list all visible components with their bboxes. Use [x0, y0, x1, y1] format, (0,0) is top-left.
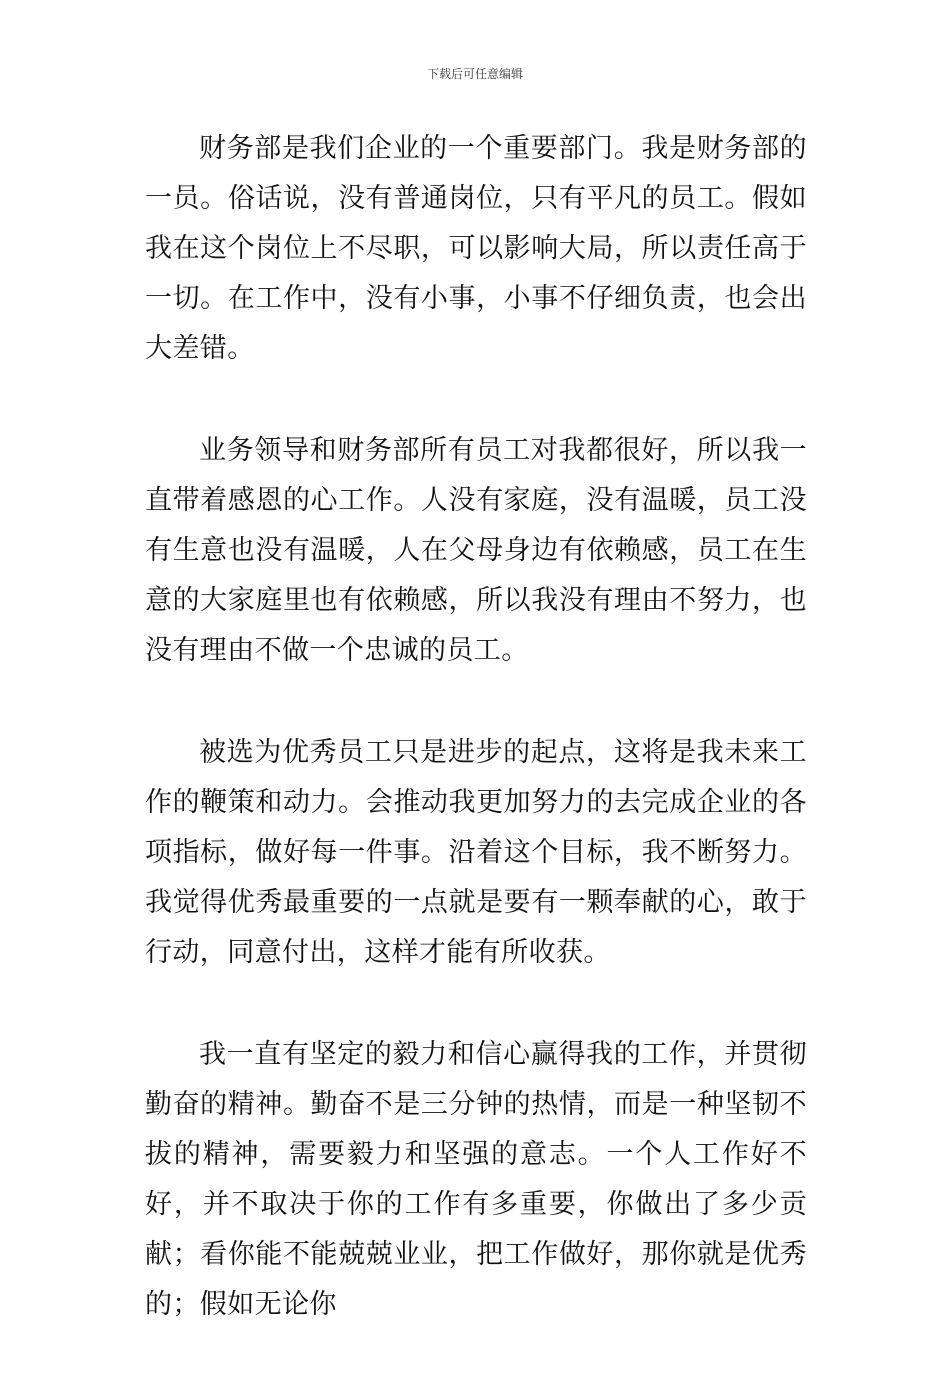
document-body	[145, 124, 807, 1382]
paragraph-2: 业务领导和财务部所有员工对我都很好，所以我一直带着感恩的心工作。人没有家庭，没有温暖，员工没有生意也没有温暖，人在父母身边有依赖感，员工在生意的大家庭里也有依赖感，所以我没有理由不努力，也没有理由不做一个忠诚的员工。	[145, 435, 807, 666]
paragraph-1: 财务部是我们企业的一个重要部门。我是财务部的一员。俗话说，没有普通岗位，只有平凡的员工。假如我在这个岗位上不尽职，可以影响大局，所以责任高于一切。在工作中，没有小事，小事不仔细负责，也会出大差错。	[145, 133, 807, 364]
paragraph-3: 被选为优秀员工只是进步的起点，这将是我未来工作的鞭策和动力。会推动我更加努力的去完成企业的各项指标，做好每一件事。沿着这个目标，我不断努力。我觉得优秀最重要的一点就是要有一颗奉献的心，敢于行动，同意付出，这样才能有所收获。	[145, 737, 807, 968]
paragraph-4: 我一直有坚定的毅力和信心赢得我的工作，并贯彻勤奋的精神。勤奋不是三分钟的热情，而是一种坚韧不拔的精神，需要毅力和坚强的意志。一个人工作好不好，并不取决于你的工作有多重要，你做出了多少贡献；看你能不能兢兢业业，把工作做好，那你就是优秀的；假如无论你	[145, 1039, 807, 1320]
header-note: 下载后可任意编辑	[426, 67, 523, 81]
